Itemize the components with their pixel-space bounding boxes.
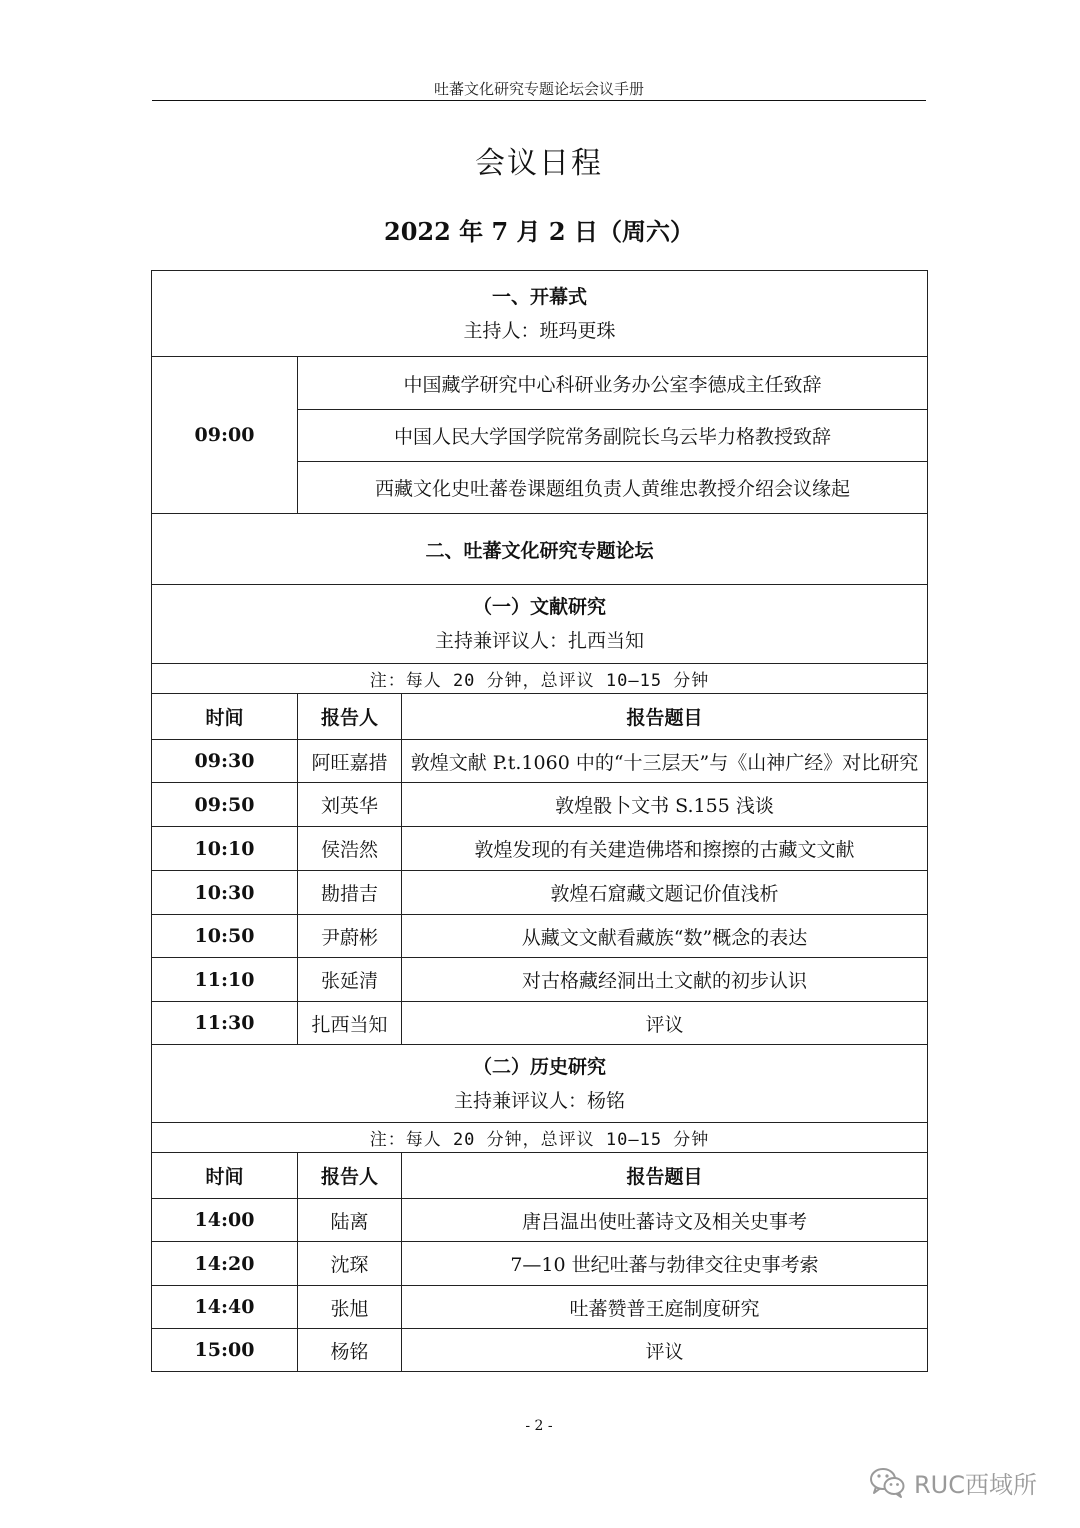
- table-row: [152, 1286, 928, 1329]
- watermark: [868, 1462, 1037, 1502]
- wechat-icon: [868, 1466, 906, 1498]
- panel-title: （二）历史研究: [472, 1055, 606, 1078]
- opening-host: 主持人：班玛更珠: [463, 319, 616, 342]
- table-row: [152, 1242, 928, 1286]
- panel-title: （一）文献研究: [472, 596, 606, 618]
- panel-header-cell: [152, 585, 928, 664]
- panel-host: 主持兼评议人：扎西当知: [434, 630, 644, 652]
- page-number: - 2 -: [525, 1418, 553, 1434]
- column-header-row: [152, 1153, 928, 1199]
- row-topic: 敦煌发现的有关建造佛塔和擦擦的古藏文文献: [402, 827, 928, 871]
- row-time: 11:30: [152, 1002, 298, 1045]
- row-speaker: 陆离: [298, 1199, 402, 1242]
- row-speaker: 尹蔚彬: [298, 915, 402, 958]
- row-topic: 敦煌文献 P.t.1060 中的“十三层天”与《山神广经》对比研究: [402, 740, 928, 783]
- panel-header-row: [152, 1045, 928, 1123]
- row-speaker: 张旭: [298, 1286, 402, 1329]
- column-header-speaker: 报告人: [298, 1153, 402, 1199]
- row-time: 14:40: [152, 1286, 298, 1329]
- row-topic: 唐吕温出使吐蕃诗文及相关史事考: [402, 1199, 928, 1242]
- column-header-topic: 报告题目: [402, 1153, 928, 1199]
- row-topic: 7—10 世纪吐蕃与勃律交往史事考索: [402, 1242, 928, 1286]
- table-row: [152, 871, 928, 915]
- column-header-time: 时间: [152, 694, 298, 740]
- row-topic: 敦煌石窟藏文题记价值浅析: [402, 871, 928, 915]
- panel-note: 注：每人 20 分钟，总评议 10—15 分钟: [152, 664, 928, 694]
- row-time: 14:20: [152, 1242, 298, 1286]
- row-time: 10:50: [152, 915, 298, 958]
- panel-header-cell: [152, 1045, 928, 1123]
- row-topic: 从藏文文献看藏族“数”概念的表达: [402, 915, 928, 958]
- date-heading: 2022 年 7 月 2 日（周六）: [384, 217, 694, 246]
- row-time: 09:30: [152, 740, 298, 783]
- row-speaker: 侯浩然: [298, 827, 402, 871]
- panel-host: 主持兼评议人：杨铭: [453, 1089, 625, 1112]
- opening-speech: 中国藏学研究中心科研业务办公室李德成主任致辞: [298, 357, 928, 410]
- column-header-time: 时间: [152, 1153, 298, 1199]
- column-header-row: [152, 694, 928, 740]
- table-row: [152, 915, 928, 958]
- page-title: 会议日程: [475, 146, 603, 181]
- row-topic: 评议: [402, 1329, 928, 1372]
- opening-header-cell: [152, 271, 928, 357]
- row-topic: 吐蕃赞普王庭制度研究: [402, 1286, 928, 1329]
- column-header-speaker: 报告人: [298, 694, 402, 740]
- row-speaker: 杨铭: [298, 1329, 402, 1372]
- watermark-text: RUC西域所: [914, 1470, 1037, 1499]
- row-time: 10:10: [152, 827, 298, 871]
- running-header: 吐蕃文化研究专题论坛会议手册: [433, 80, 644, 98]
- header-rule: [152, 100, 926, 101]
- row-topic: 敦煌骰卜文书 S.155 浅谈: [402, 783, 928, 827]
- table-row: [152, 740, 928, 783]
- opening-speech: 西藏文化史吐蕃卷课题组负责人黄维忠教授介绍会议缘起: [298, 462, 928, 514]
- table-row: [152, 783, 928, 827]
- row-time: 15:00: [152, 1329, 298, 1372]
- row-speaker: 扎西当知: [298, 1002, 402, 1045]
- table-row: [152, 827, 928, 871]
- opening-section-title: 一、开幕式: [491, 285, 587, 308]
- table-row: [152, 1002, 928, 1045]
- panel-note-row: [152, 1123, 928, 1153]
- panel-header-row: [152, 585, 928, 664]
- schedule-table: [151, 270, 928, 1372]
- row-speaker: 刘英华: [298, 783, 402, 827]
- opening-time: 09:00: [152, 357, 298, 514]
- forum-header-row: [152, 514, 928, 585]
- panel-note: 注：每人 20 分钟，总评议 10—15 分钟: [152, 1123, 928, 1153]
- opening-speech-row: [152, 357, 928, 410]
- row-speaker: 阿旺嘉措: [298, 740, 402, 783]
- row-topic: 评议: [402, 1002, 928, 1045]
- row-time: 10:30: [152, 871, 298, 915]
- row-time: 14:00: [152, 1199, 298, 1242]
- row-time: 09:50: [152, 783, 298, 827]
- table-row: [152, 958, 928, 1002]
- row-speaker: 沈琛: [298, 1242, 402, 1286]
- row-speaker: 张延清: [298, 958, 402, 1002]
- row-speaker: 勘措吉: [298, 871, 402, 915]
- table-row: [152, 1199, 928, 1242]
- row-topic: 对古格藏经洞出土文献的初步认识: [402, 958, 928, 1002]
- column-header-topic: 报告题目: [402, 694, 928, 740]
- table-row: [152, 1329, 928, 1372]
- opening-speech: 中国人民大学国学院常务副院长乌云毕力格教授致辞: [298, 410, 928, 462]
- panel-note-row: [152, 664, 928, 694]
- forum-section-title: 二、吐蕃文化研究专题论坛: [152, 514, 928, 585]
- opening-header-row: [152, 271, 928, 357]
- row-time: 11:10: [152, 958, 298, 1002]
